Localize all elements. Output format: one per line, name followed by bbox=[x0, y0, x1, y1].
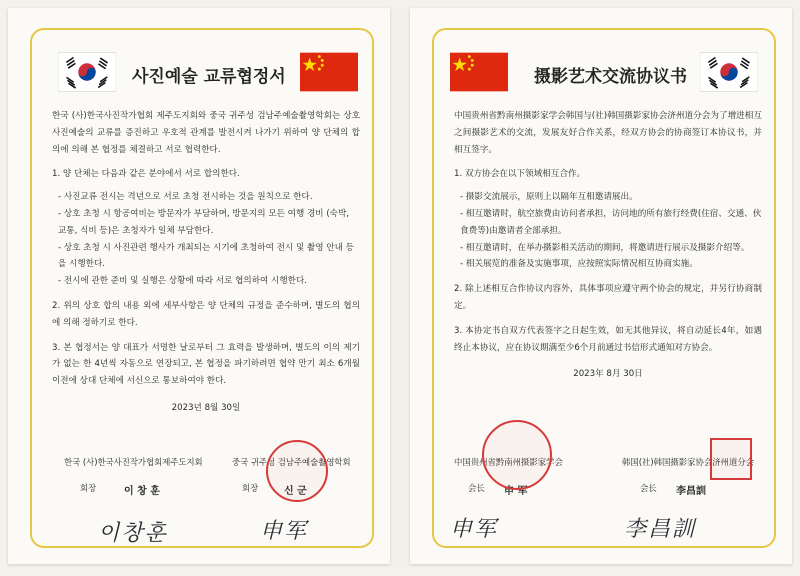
page-title: 사진예술 교류협정서 bbox=[132, 67, 286, 87]
clause-1-sub: - 相关展览的准备及实施事项，应按照实际情况相互协商实施。 bbox=[460, 259, 698, 270]
agreement-date: 2023년 8월 30일 bbox=[171, 402, 241, 413]
official-seal-icon bbox=[482, 420, 552, 490]
clause-1: 1. 双方协会在以下领域相互合作。 bbox=[454, 169, 586, 180]
org-china: 中国贵州省黔南州摄影家学会 bbox=[454, 457, 563, 467]
clause-1-sub: - 사진교류 전시는 격년으로 서로 초청 전시하는 것을 원칙으로 한다. bbox=[58, 192, 313, 203]
signature-china: 申军 bbox=[260, 519, 309, 544]
rep-korea-title: 회장 bbox=[80, 483, 97, 493]
page-title: 摄影艺术交流协议书 bbox=[534, 67, 687, 87]
org-korea: 韩国(社)韩国摄影家协会济州道分会 bbox=[622, 457, 755, 467]
clause-1-sub: - 상호 초청 시 사진관련 행사가 개최되는 시기에 초청하여 전시 및 촬영 안내 등을 시행한다. bbox=[58, 242, 354, 270]
signature-china: 申军 bbox=[450, 517, 499, 542]
clause-1-sub: - 상호 초청 시 항공여비는 방문자가 부담하며, 방문지의 모든 여행 경비 (숙박, 교통, 식비 등)은 초청자가 일체 부담한다. bbox=[58, 208, 350, 236]
signature-korea: 李昌訓 bbox=[624, 517, 697, 542]
agreement-date: 2023年 8月 30日 bbox=[573, 369, 643, 380]
square-seal-icon bbox=[710, 438, 752, 480]
rep-china-title: 회장 bbox=[242, 483, 259, 493]
signature-korea: 이창훈 bbox=[98, 521, 168, 546]
rep-china-name: 신 군 bbox=[284, 486, 307, 497]
chinese-agreement-page bbox=[410, 8, 792, 564]
clause-2: 2. 위의 상호 합의 내용 외에 세부사항은 양 단체의 규정을 준수하며, 별도의 협의에 의해 정하기로 한다. bbox=[52, 300, 360, 328]
rep-korea-name: 이 창 훈 bbox=[124, 486, 160, 497]
rep-korea-name: 李昌訓 bbox=[676, 486, 706, 497]
chinese-flag-icon bbox=[300, 52, 358, 92]
org-korea: 한국 (사)한국사진작가협회제주도지회 bbox=[64, 457, 203, 467]
clause-1-sub: - 摄影交流展示，原则上以隔年互相邀请展出。 bbox=[460, 192, 638, 203]
page-header bbox=[446, 52, 764, 96]
korean-flag-icon bbox=[700, 52, 758, 92]
org-china: 중국 귀주성 검남주예술촬영학회 bbox=[232, 457, 351, 467]
clause-1-sub: - 相互邀请时，在举办摄影相关活动的期间，将邀请进行展示及摄影介绍等。 bbox=[460, 242, 750, 253]
page-header bbox=[44, 52, 362, 96]
clause-2: 2. 除上述相互合作协议内容外，具体事项应遵守两个协会的规定，并另行协商制定。 bbox=[454, 284, 762, 311]
intro-paragraph: 한국 (사)한국사진작가협회 제주도지회와 중국 귀주성 검남주예술촬영학회는 상호 사진예술의 교류를 증진하고 우호적 관계를 발전시켜 나가기 위하여 양 단체의 합의에 의해 본 협정를 체결하고 서로 협력한다. bbox=[52, 111, 360, 155]
rep-korea-title: 会长 bbox=[640, 483, 657, 493]
rep-china-title: 会长 bbox=[468, 483, 485, 493]
chinese-flag-icon bbox=[450, 52, 508, 92]
agreement-body bbox=[454, 108, 762, 383]
clause-1-sub: - 相互邀请时，航空旅费由访问者承担，访问地的所有旅行经费(住宿、交通、伙食费等)由邀请者全部承担。 bbox=[460, 208, 762, 236]
intro-paragraph: 中国贵州省黔南州摄影家学会韩国与(社)韩国摄影家协会济州道分会为了增进相互之间摄影艺术的交流，发展友好合作关系，经双方协会的协商签订本协议书，并相互签字。 bbox=[454, 111, 762, 155]
agreement-body bbox=[52, 108, 360, 417]
clause-1-sub: - 전시에 관한 준비 및 실행은 상황에 따라 서로 협의하여 시행한다. bbox=[58, 276, 307, 287]
clause-3: 3. 本协定书自双方代表签字之日起生效，如无其他异议，将自动延长4年，如遇终止本协议，应在协议期满至少6个月前通过书信形式通知对方协会。 bbox=[454, 325, 762, 353]
korean-flag-icon bbox=[58, 52, 116, 92]
official-seal-icon bbox=[266, 440, 328, 502]
rep-china-name: 申 军 bbox=[504, 486, 528, 497]
clause-1: 1. 양 단체는 다음과 같은 분야에서 서로 합의한다. bbox=[52, 169, 240, 180]
clause-3: 3. 본 협정서는 양 대표가 서명한 날로부터 그 효력을 발생하며, 별도의 이의 제기가 없는 한 4년씩 자동으로 연장되고, 본 협정을 파기하려면 협약 만기 최소 6개월 이전에 상대 단체에 서신으로 통보하여야 한다. bbox=[52, 342, 360, 387]
korean-agreement-page bbox=[8, 8, 390, 564]
